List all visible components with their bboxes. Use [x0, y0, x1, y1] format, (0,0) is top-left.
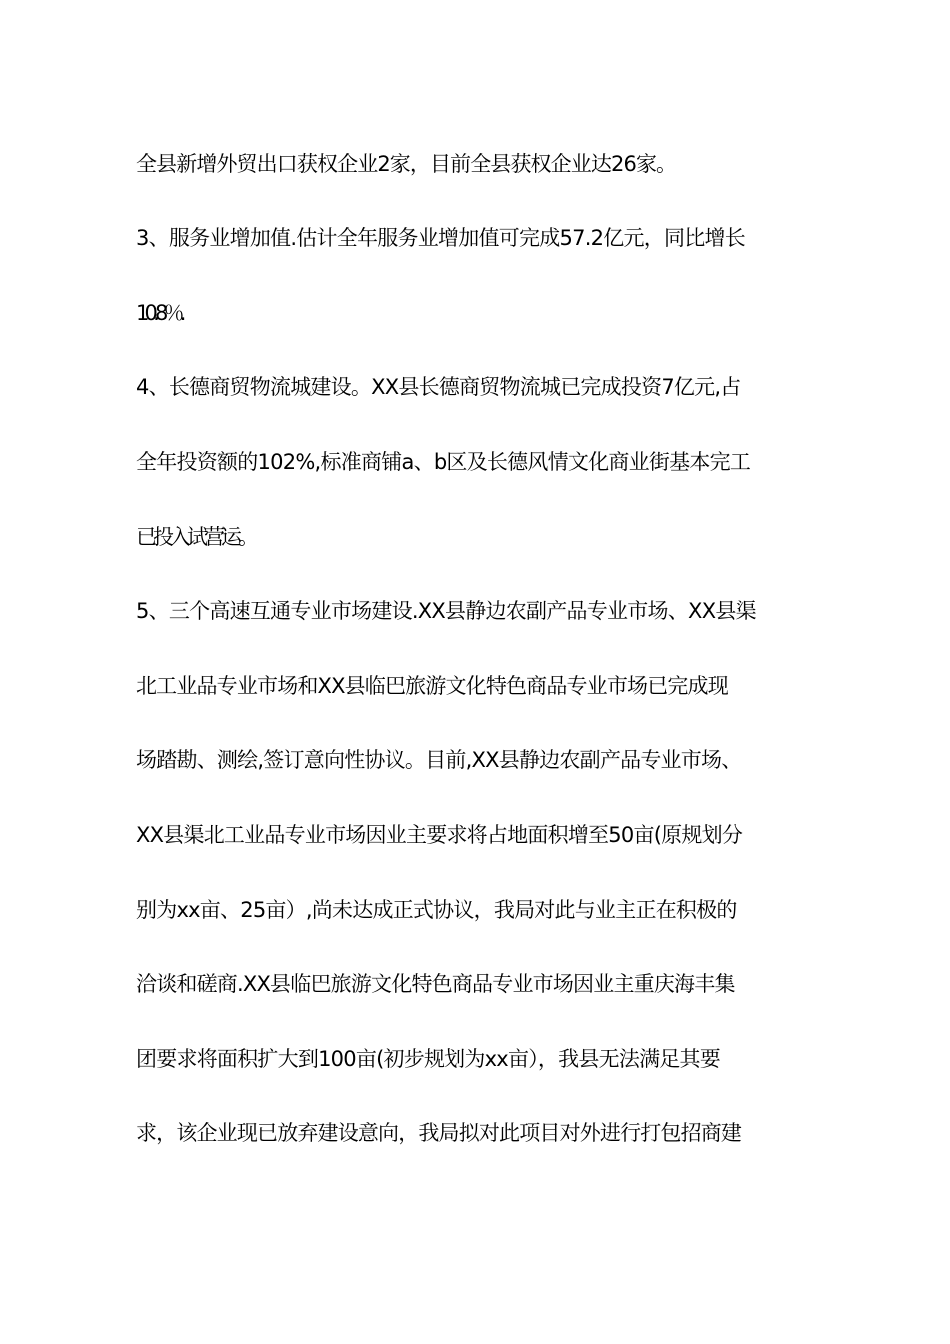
body-text-line: 3、服务业增加值.估计全年服务业增加值可完成57.2亿元，同比增长	[136, 226, 746, 250]
body-text-line: 4、长德商贸物流城建设。XX县长德商贸物流城已完成投资7亿元,占	[136, 375, 741, 399]
body-text-line: 北工业品专业市场和XX县临巴旅游文化特色商品专业市场已完成现	[136, 674, 728, 698]
body-text-line: 已投入试营运。	[136, 525, 255, 549]
body-text-line: 求，该企业现已放弃建设意向，我局拟对此项目对外进行打包招商建	[136, 1121, 742, 1145]
body-text-line: 洽谈和磋商.XX县临巴旅游文化特色商品专业市场因业主重庆海丰集	[136, 972, 735, 996]
body-text-line: 全县新增外贸出口获权企业2家，目前全县获权企业达26家。	[136, 152, 677, 176]
body-text-line: XX县渠北工业品专业市场因业主要求将占地面积增至50亩(原规划分	[136, 823, 743, 847]
body-text-line: 场踏勘、测绘,签订意向性协议。目前,XX县静边农副产品专业市场、	[136, 748, 742, 772]
body-text-line: 全年投资额的102%,标准商铺a、b区及长德风情文化商业街基本完工	[136, 450, 751, 474]
body-text-line: 5、三个高速互通专业市场建设.XX县静边农副产品专业市场、XX县渠	[136, 599, 756, 623]
body-text-line: 别为xx亩、25亩）,尚未达成正式协议，我局对此与业主正在积极的	[136, 898, 737, 922]
body-text-line: 团要求将面积扩大到100亩(初步规划为xx亩），我县无法满足其要	[136, 1047, 720, 1071]
body-text-line: 10.8％.	[136, 301, 182, 325]
